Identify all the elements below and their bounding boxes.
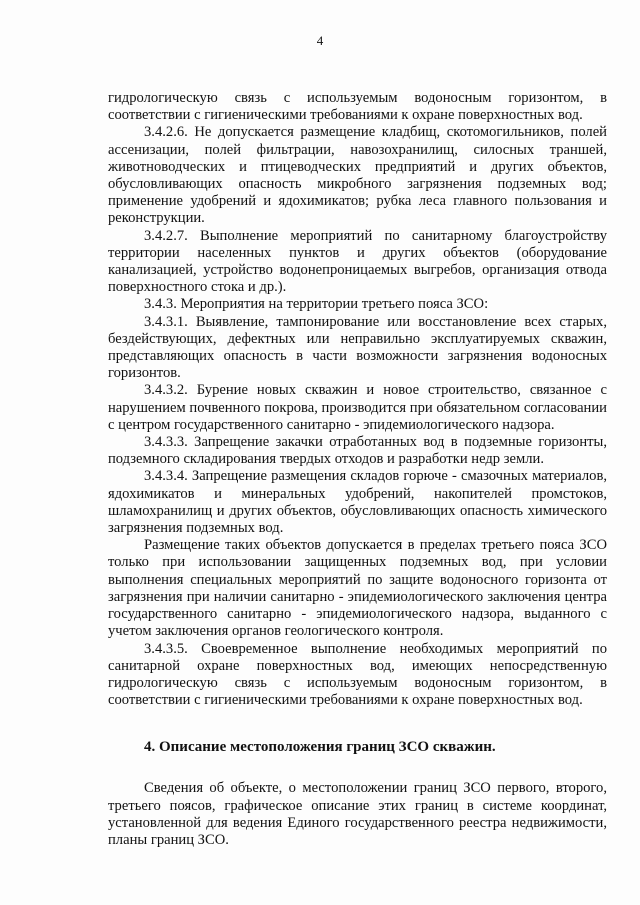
paragraph-placement-conditions: Размещение таких объектов допускается в пределах третьего пояса ЗСО только при использовании защищенных подземных вод, при условии выполнения специальных мероприятий по защите водоносного горизонта от загрязнения при наличии санитарно - эпидемиологического заключения центра государственного санитарно - эпидемиологического надзора, выданного с учетом заключения органов геологического контроля. <box>108 537 607 640</box>
paragraph-continuation: гидрологическую связь с используемым водоносным горизонтом, в соответствии с гигиеническими требованиями к охране поверхностных вод. <box>108 90 607 124</box>
section-heading: 4. Описание местоположения границ ЗСО скважин. <box>144 739 496 756</box>
page-number: 4 <box>316 33 324 48</box>
paragraph-3-4-3: 3.4.3. Мероприятия на территории третьего пояса ЗСО: <box>144 296 489 313</box>
document-body <box>108 90 607 849</box>
paragraph-3-4-3-3: 3.4.3.3. Запрещение закачки отработанных вод в подземные горизонты, подземного складирования твердых отходов и разработки недр земли. <box>108 434 607 468</box>
paragraph-3-4-3-1: 3.4.3.1. Выявление, тампонирование или восстановление всех старых, бездействующих, дефектных или неправильно эксплуатируемых скважин, представляющих опасность в части возможности загрязнения водоносных горизонтов. <box>108 313 607 382</box>
paragraph-3-4-2-7: 3.4.2.7. Выполнение мероприятий по санитарному благоустройству территории населенных пунктов и других объектов (оборудование канализацией, устройство водонепроницаемых выгребов, организация отвода поверхностного стока и др.). <box>108 227 607 296</box>
paragraph-3-4-2-6: 3.4.2.6. Не допускается размещение кладбищ, скотомогильников, полей ассенизации, полей фильтрации, навозохранилищ, силосных траншей, животноводческих и птицеводческих предприятий и других объектов, обусловливающих опасность микробного загрязнения подземных вод; применение удобрений и ядохимикатов; рубка леса главного пользования и реконструкции. <box>108 124 607 227</box>
paragraph-section-4: Сведения об объекте, о местоположении границ ЗСО первого, второго, третьего поясов, графическое описание этих границ в системе координат, установленной для ведения Единого государственного реестра недвижимости, планы границ ЗСО. <box>108 780 607 848</box>
paragraph-3-4-3-5: 3.4.3.5. Своевременное выполнение необходимых мероприятий по санитарной охране поверхностных вод, имеющих непосредственную гидрологическую связь с используемым водоносным горизонтом, в соответствии с гигиеническими требованиями к охране поверхностных вод. <box>108 640 607 709</box>
paragraph-3-4-3-4: 3.4.3.4. Запрещение размещения складов горюче - смазочных материалов, ядохимикатов и минеральных удобрений, накопителей промстоков, шламохранилищ и других объектов, обусловливающих опасность химического загрязнения подземных вод. <box>108 468 607 537</box>
paragraph-3-4-3-2: 3.4.3.2. Бурение новых скважин и новое строительство, связанное с нарушением почвенного покрова, производится при обязательном согласовании с центром государственного санитарно - эпидемиологического надзора. <box>108 382 607 433</box>
